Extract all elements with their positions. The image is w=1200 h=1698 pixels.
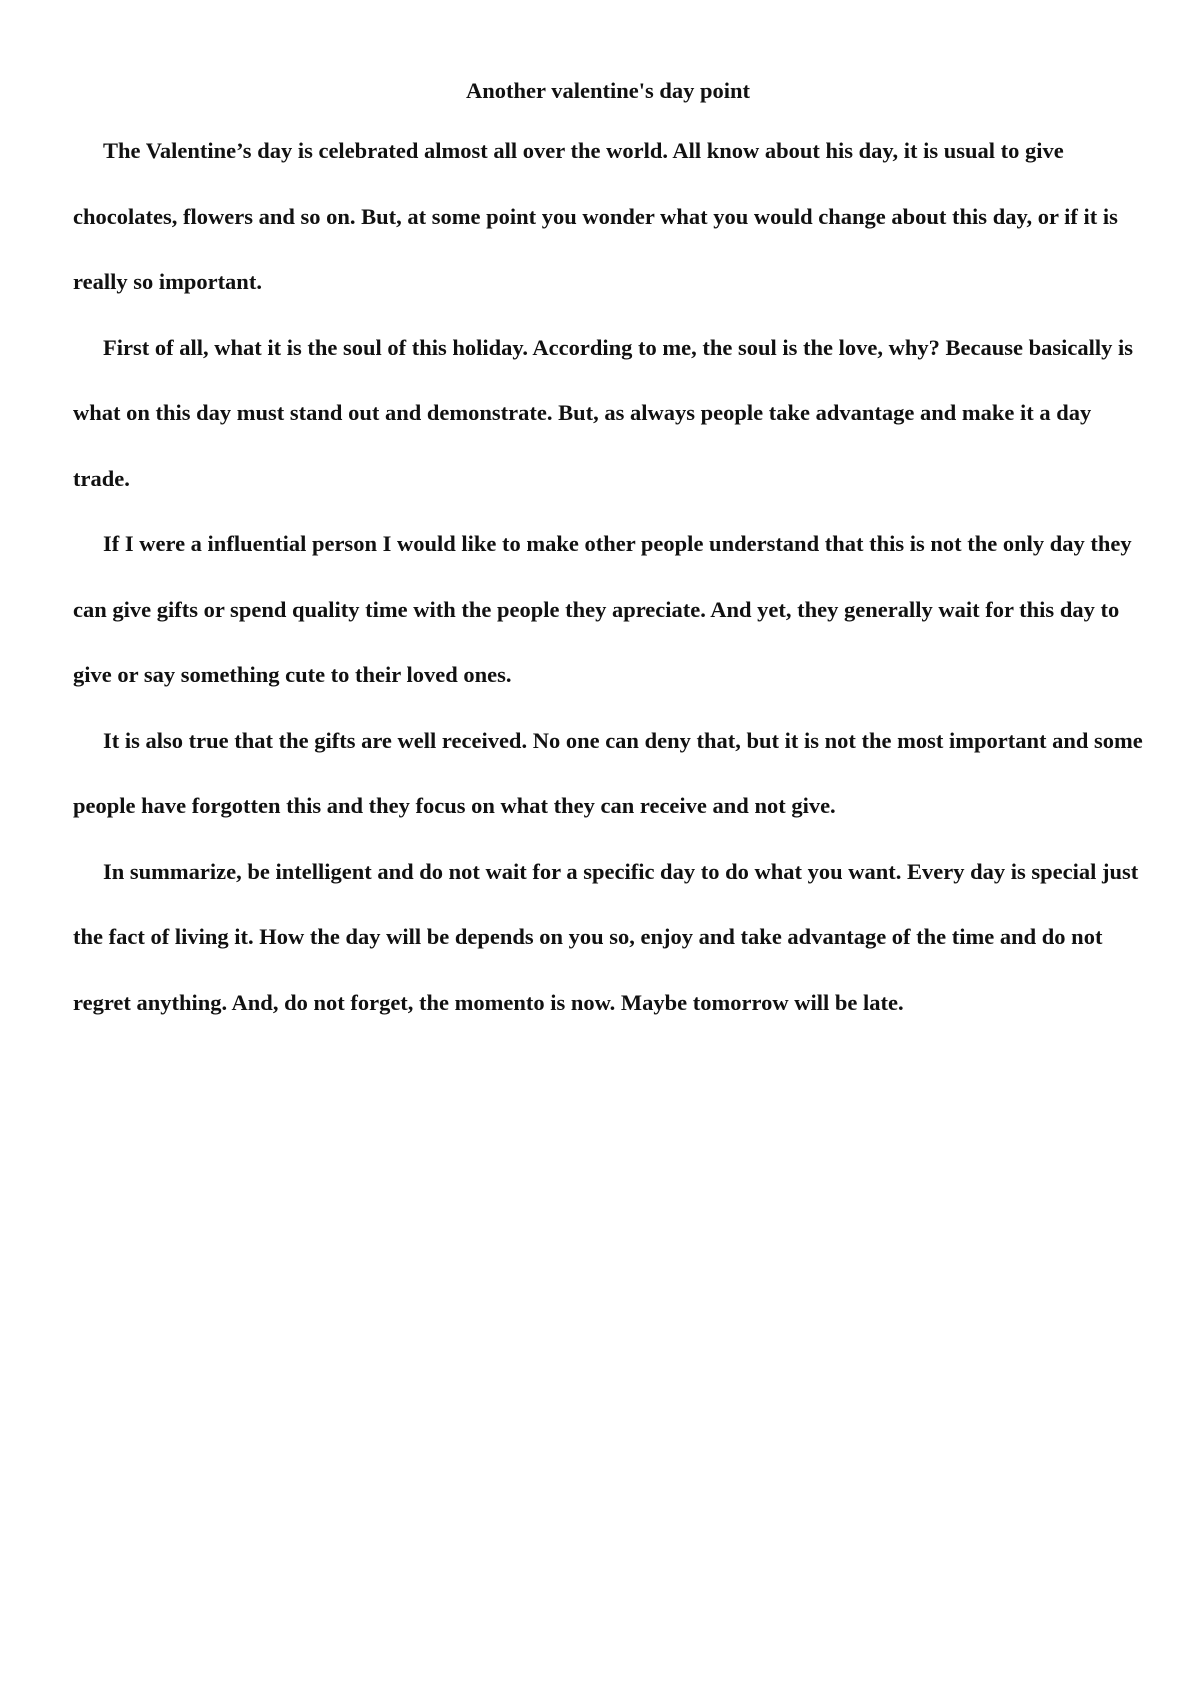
paragraph-soul: First of all, what it is the soul of this holiday. According to me, the soul is the love, why? Because basically is what on this day must stand out and demonstrate. But, as always people take advantage and make it a day trade.	[73, 334, 1134, 491]
paragraph-conclusion: In summarize, be intelligent and do not wait for a specific day to do what you want. Every day is special just the fact of living it. How the day will be depends on you so, enjoy and take advantage of the time and do not regret anything. And, do not forget, the momento is now. Maybe tomorrow will be late.	[73, 858, 1139, 1015]
document-title: Another valentine's day point	[466, 78, 750, 103]
paragraph-intro: The Valentine’s day is celebrated almost all over the world. All know about his day, it is usual to give chocolates, flowers and so on. But, at some point you wonder what you would change about this day, or if it is really so important.	[73, 138, 1118, 294]
paragraph-influential: If I were a influential person I would like to make other people understand that this is not the only day they can give gifts or spend quality time with the people they apreciate. And yet, they generally wait for this day to give or say something cute to their loved ones.	[73, 531, 1132, 687]
document-body	[73, 70, 1143, 1035]
paragraph-gifts: It is also true that the gifts are well received. No one can deny that, but it is not the most important and some people have forgotten this and they focus on what they can receive and not give.	[73, 727, 1143, 818]
